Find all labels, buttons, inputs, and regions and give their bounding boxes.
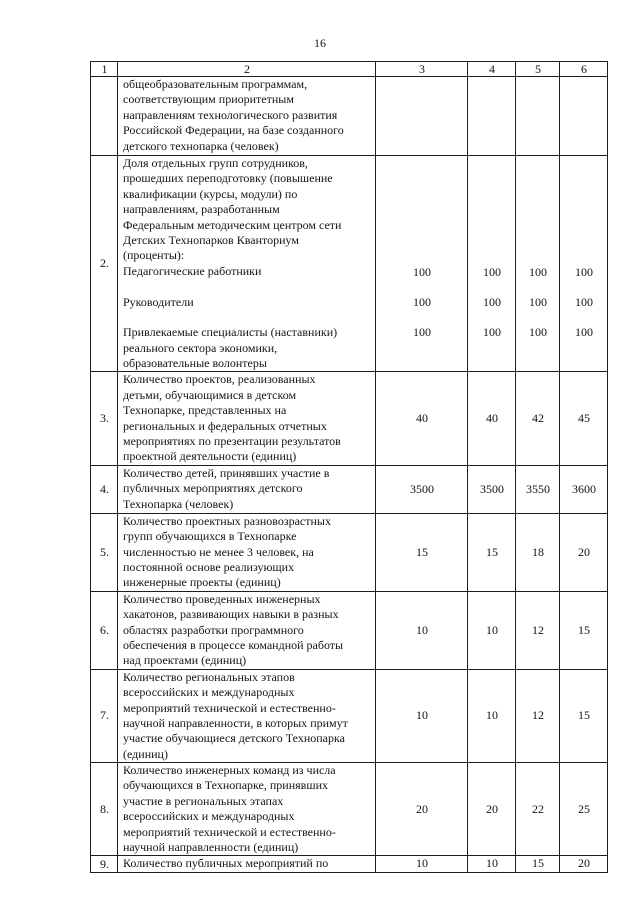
value-col4 (468, 77, 516, 156)
description-line: численностью не менее 3 человек, на (123, 544, 314, 559)
value-col4: 20 (468, 763, 516, 856)
row-description (118, 763, 376, 856)
column-header: 6 (560, 62, 608, 77)
row-description (118, 513, 376, 591)
value-col4 (468, 156, 516, 372)
description-line: хакатонов, развивающих навыки в разных (123, 607, 339, 622)
header-row (91, 62, 608, 77)
description-line: направлениям, разработанным (123, 202, 280, 217)
row-description (118, 669, 376, 762)
sub-value: 100 (413, 294, 431, 309)
description-line: научной направленности, в которых примут (123, 715, 348, 730)
sub-value: 100 (575, 264, 593, 279)
value-col6: 20 (560, 856, 608, 873)
description-line: проектной деятельности (единиц) (123, 449, 297, 464)
row-description (118, 591, 376, 669)
value-col4: 15 (468, 513, 516, 591)
description-line: Российской Федерации, на базе созданного (123, 123, 344, 138)
value-col3: 15 (376, 513, 468, 591)
description-line: Детских Технопарков Кванториум (123, 232, 299, 247)
description-line: Технопарка (человек) (123, 496, 234, 511)
sub-item-label: Руководители (123, 294, 194, 309)
description-line: участие в региональных этапах (123, 793, 284, 808)
row-number (91, 77, 118, 156)
table-row (91, 591, 608, 669)
sub-value: 100 (575, 294, 593, 309)
value-col5: 12 (516, 669, 560, 762)
sub-value: 100 (575, 324, 593, 339)
value-col5: 22 (516, 763, 560, 856)
value-col3: 10 (376, 856, 468, 873)
sub-value: 100 (483, 264, 501, 279)
description-line: (единиц) (123, 746, 168, 761)
description-line: региональных и федеральных отчетных (123, 418, 327, 433)
description-line: Количество детей, принявших участие в (123, 465, 330, 480)
value-col6 (560, 156, 608, 372)
description-line: всероссийских и международных (123, 809, 295, 824)
description-line: Доля отдельных групп сотрудников, (123, 156, 308, 170)
table-row (91, 856, 608, 873)
description-line: Количество инженерных команд из числа (123, 763, 336, 778)
value-col5 (516, 156, 560, 372)
value-col5 (516, 77, 560, 156)
value-col3: 3500 (376, 465, 468, 513)
row-number: 7. (91, 669, 118, 762)
column-header: 5 (516, 62, 560, 77)
row-description (118, 156, 376, 372)
value-col3 (376, 156, 468, 372)
description-line: инженерные проекты (единиц) (123, 575, 281, 590)
row-number: 2. (91, 156, 118, 372)
description-line: квалификации (курсы, модули) по (123, 186, 298, 201)
column-header: 2 (118, 62, 376, 77)
value-col4: 3500 (468, 465, 516, 513)
value-col3 (376, 77, 468, 156)
value-col4: 40 (468, 372, 516, 465)
sub-item-label: реального сектора экономики, (123, 340, 278, 355)
description-line: Федеральным методическим центром сети (123, 217, 342, 232)
sub-value: 100 (529, 264, 547, 279)
description-line: детьми, обучающимися в детском (123, 387, 297, 402)
description-line: общеобразовательным программам, (123, 77, 308, 91)
value-col6: 15 (560, 669, 608, 762)
sub-item-label: Привлекаемые специалисты (наставники) (123, 325, 338, 340)
description-line: научной направленности (единиц) (123, 840, 299, 855)
row-number: 9. (91, 856, 118, 873)
row-number: 6. (91, 591, 118, 669)
description-line: (проценты): (123, 248, 185, 263)
row-number: 4. (91, 465, 118, 513)
value-col3: 10 (376, 591, 468, 669)
description-line: Количество проектных разновозрастных (123, 513, 331, 528)
value-col6: 20 (560, 513, 608, 591)
description-line: областях разработки программного (123, 622, 304, 637)
sub-value: 100 (529, 294, 547, 309)
row-description (118, 465, 376, 513)
table-row (91, 156, 608, 372)
value-col6 (560, 77, 608, 156)
row-number: 8. (91, 763, 118, 856)
table-row (91, 763, 608, 856)
value-col5: 15 (516, 856, 560, 873)
value-col6: 45 (560, 372, 608, 465)
value-col4: 10 (468, 856, 516, 873)
row-description (118, 77, 376, 156)
value-col4: 10 (468, 591, 516, 669)
value-col6: 25 (560, 763, 608, 856)
sub-value: 100 (483, 294, 501, 309)
value-col5: 3550 (516, 465, 560, 513)
description-line: соответствующим приоритетным (123, 92, 294, 107)
description-line: Количество проведенных инженерных (123, 591, 321, 606)
value-col5: 18 (516, 513, 560, 591)
sub-value: 100 (413, 324, 431, 339)
table-row (91, 669, 608, 762)
table-row (91, 513, 608, 591)
indicators-table (90, 61, 608, 873)
description-line: Технопарке, представленных на (123, 403, 287, 418)
column-header: 1 (91, 62, 118, 77)
description-line: Количество публичных мероприятий по (123, 856, 329, 871)
description-line: участие обучающиеся детского Технопарка (123, 731, 345, 746)
description-line: Количество региональных этапов (123, 669, 295, 684)
description-line: детского технопарка (человек) (123, 138, 279, 153)
sub-item-label: образовательные волонтеры (123, 356, 267, 371)
description-line: мероприятий технической и естественно- (123, 824, 336, 839)
description-line: обучающихся в Технопарке, принявших (123, 778, 328, 793)
value-col4: 10 (468, 669, 516, 762)
table-row (91, 372, 608, 465)
sub-value: 100 (413, 264, 431, 279)
value-col3: 20 (376, 763, 468, 856)
column-header: 4 (468, 62, 516, 77)
row-number: 3. (91, 372, 118, 465)
value-col6: 3600 (560, 465, 608, 513)
sub-item-label: Педагогические работники (123, 263, 262, 278)
description-line: прошедших переподготовку (повышение (123, 171, 333, 186)
value-col6: 15 (560, 591, 608, 669)
value-col3: 40 (376, 372, 468, 465)
sub-value: 100 (483, 324, 501, 339)
description-line: групп обучающихся в Технопарке (123, 529, 297, 544)
description-line: постоянной основе реализующих (123, 559, 295, 574)
description-line: обеспечения в процессе командной работы (123, 637, 344, 652)
description-line: всероссийских и международных (123, 685, 295, 700)
table-row (91, 465, 608, 513)
description-line: над проектами (единиц) (123, 653, 247, 668)
value-col5: 42 (516, 372, 560, 465)
sub-value: 100 (529, 324, 547, 339)
table-row (91, 77, 608, 156)
value-col3: 10 (376, 669, 468, 762)
row-number: 5. (91, 513, 118, 591)
description-line: публичных мероприятиях детского (123, 481, 303, 496)
row-description (118, 372, 376, 465)
value-col5: 12 (516, 591, 560, 669)
description-line: направлениям технологического развития (123, 107, 338, 122)
description-line: мероприятий технической и естественно- (123, 700, 336, 715)
description-line: мероприятиях по презентации результатов (123, 434, 341, 449)
page-number: 16 (314, 36, 326, 50)
column-header: 3 (376, 62, 468, 77)
description-line: Количество проектов, реализованных (123, 372, 316, 387)
row-description (118, 856, 376, 873)
